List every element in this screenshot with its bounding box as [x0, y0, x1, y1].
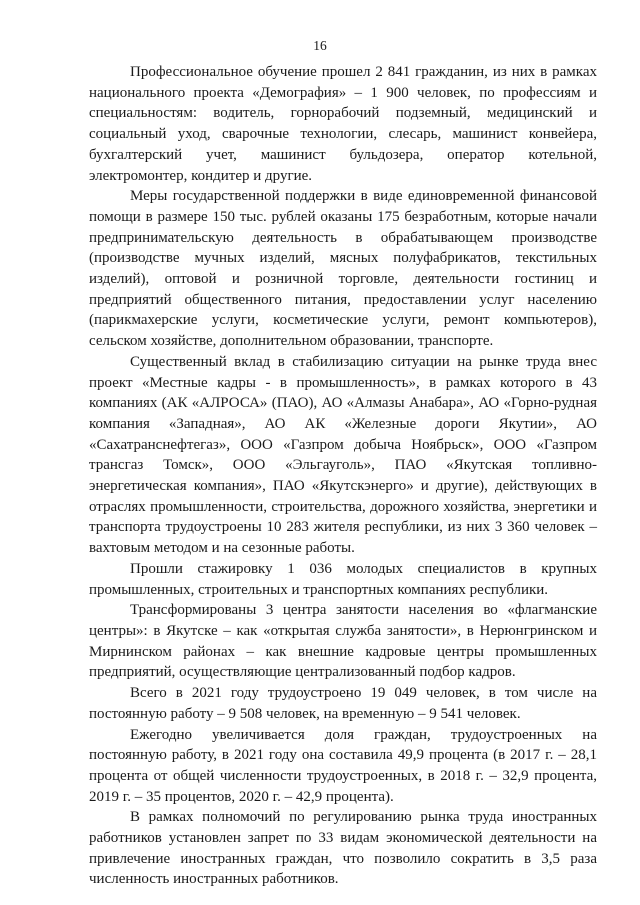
paragraph-financial-support: Меры государственной поддержки в виде единовременной финансовой помощи в размере 150 тыс. рублей оказаны 175 безработным, которые начали предпринимательскую деятельность в обрабатывающем производстве (производстве мучных изделий, мясных полуфабрикатов, текстильных изделий), оптовой и розничной торговле, деятельности гостиниц и предприятий общественного питания, предоставлении услуг населению (парикмахерские услуги, косметические услуги, ремонт компьютеров), сельском хозяйстве, дополнительном образовании, транспорте. [89, 188, 597, 350]
paragraph-flagship-centers: Трансформированы 3 центра занятости населения во «флагманские центры»: в Якутске – как «открытая служба занятости», в Нерюнгринском и Мирнинском районах – как внешние кадровые центры промышленных предприятий, осуществляющие централизованный подбор кадров. [89, 602, 597, 681]
paragraph-total-employment: Всего в 2021 году трудоустроено 19 049 человек, в том числе на постоянную работу – 9 508 человек, на временную – 9 541 человек. [89, 685, 597, 722]
paragraph-local-personnel-project: Существенный вклад в стабилизацию ситуации на рынке труда внес проект «Местные кадры - в промышленность», в рамках которого в 43 компаниях (АК «АЛРОСА» (ПАО), АО «Алмазы Анабара», АО «Горно-рудная компания «Западная», АО АК «Железные дороги Якутии», АО «Сахатранснефтегаз», ООО «Газпром добыча Ноябрьск», ООО «Газпром трансгаз Томск», ООО «Эльгауголь», ПАО «Якутская топливно-энергетическая компания», ПАО «Якутскэнерго» и другие), действующих в отраслях промышленности, строительства, дорожного хозяйства, энергетики и транспорта трудоустроены 10 283 жителя республики, из них 3 360 человек – вахтовым методом и на сезонные работы. [89, 353, 597, 557]
paragraph-vocational-training: Профессиональное обучение прошел 2 841 гражданин, из них в рамках национального проекта «Демография» – 1 900 человек, по профессиям и специальностям: водитель, горнорабочий подземный, медицинский и социальный уход, сварочные технологии, слесарь, машинист конвейера, бухгалтерский учет, машинист бульдозера, оператор котельной, электромонтер, кондитер и другие. [89, 64, 597, 184]
paragraph-internships: Прошли стажировку 1 036 молодых специалистов в крупных промышленных, строительных и транспортных компаниях республики. [89, 560, 597, 598]
document-body [89, 62, 597, 890]
paragraph-foreign-workers: В рамках полномочий по регулированию рынка труда иностранных работников установлен запрет по 33 видам экономической деятельности на привлечение иностранных граждан, что позволило сократить в 3,5 раза численность иностранных работников. [89, 809, 597, 888]
paragraph-permanent-employment-share: Ежегодно увеличивается доля граждан, трудоустроенных на постоянную работу, в 2021 году она составила 49,9 процента (в 2017 г. – 28,1 процента от общей численности трудоустроенных, в 2018 г. – 32,9 процента, 2019 г. – 35 процентов, 2020 г. – 42,9 процента). [89, 726, 597, 805]
page-number: 16 [313, 38, 327, 53]
